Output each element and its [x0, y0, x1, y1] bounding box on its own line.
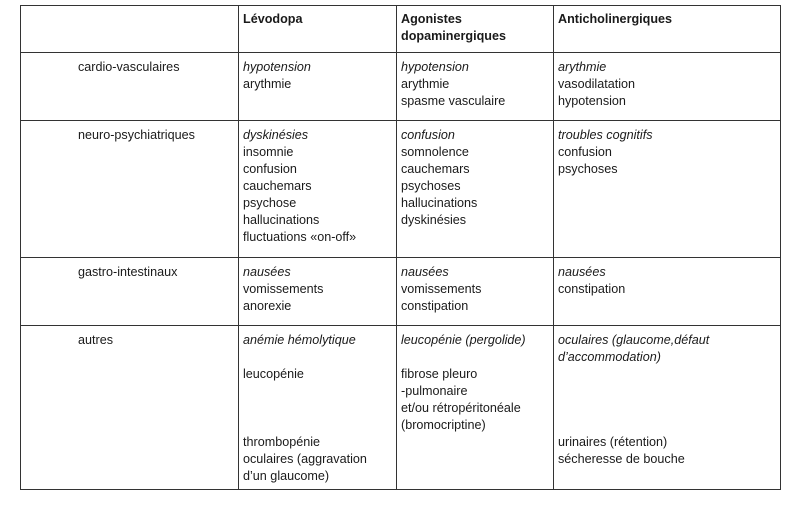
spacer	[558, 366, 775, 434]
list-item: nausées	[401, 265, 449, 279]
list-item: arythmie	[558, 60, 607, 74]
list-item: leucopénie (pergolide)	[401, 333, 526, 347]
cell-anticholinergiques	[554, 326, 781, 490]
list-item: dyskinésies	[243, 128, 309, 142]
list-item: -pulmonaire	[401, 384, 468, 398]
cell-anticholinergiques	[554, 53, 781, 121]
list-item: vomissements	[243, 282, 324, 296]
list-item: confusion	[401, 128, 455, 142]
row-category: neuro-psychiatriques	[21, 121, 239, 258]
spacer	[243, 349, 391, 366]
table-row	[21, 326, 781, 490]
header-category	[21, 6, 239, 53]
list-item: d’accommodation)	[558, 350, 661, 364]
list-item: fibrose pleuro	[401, 367, 478, 381]
spacer	[401, 349, 548, 366]
table-row	[21, 53, 781, 121]
list-item: et/ou rétropéritonéale	[401, 401, 521, 415]
spacer	[243, 383, 391, 434]
list-item: anorexie	[243, 299, 292, 313]
list-item: confusion	[243, 162, 297, 176]
header-agonistes-line1: Agonistes	[401, 12, 462, 26]
list-item: constipation	[558, 282, 626, 296]
list-item: d’un glaucome)	[243, 469, 330, 483]
list-item: troubles cognitifs	[558, 128, 653, 142]
list-item: (bromocriptine)	[401, 418, 486, 432]
list-item: nausées	[243, 265, 291, 279]
header-levodopa-label: Lévodopa	[243, 12, 303, 26]
header-levodopa	[239, 6, 397, 53]
header-agonistes-line2: dopaminergiques	[401, 29, 506, 43]
list-item: psychoses	[558, 162, 618, 176]
list-item: fluctuations «on-off»	[243, 230, 357, 244]
table-row	[21, 258, 781, 326]
row-category: autres	[21, 326, 239, 490]
adverse-effects-table	[20, 5, 781, 490]
list-item: anémie hémolytique	[243, 333, 356, 347]
list-item: vomissements	[401, 282, 482, 296]
list-item: hypotension	[401, 60, 469, 74]
list-item: arythmie	[401, 77, 450, 91]
header-row	[21, 6, 781, 53]
list-item: psychose	[243, 196, 297, 210]
list-item: hypotension	[558, 94, 626, 108]
cell-agonistes	[397, 121, 554, 258]
list-item: vasodilatation	[558, 77, 636, 91]
list-item: insomnie	[243, 145, 294, 159]
list-item: thrombopénie	[243, 435, 321, 449]
cell-levodopa	[239, 53, 397, 121]
list-item: urinaires (rétention)	[558, 435, 668, 449]
table-row	[21, 121, 781, 258]
cell-agonistes	[397, 326, 554, 490]
cell-anticholinergiques	[554, 258, 781, 326]
cell-levodopa	[239, 121, 397, 258]
list-item: hallucinations	[401, 196, 478, 210]
list-item: cauchemars	[243, 179, 312, 193]
list-item: cauchemars	[401, 162, 470, 176]
list-item: sécheresse de bouche	[558, 452, 685, 466]
header-anticholinergiques-label: Anticholinergiques	[558, 12, 673, 26]
header-agonistes	[397, 6, 554, 53]
list-item: somnolence	[401, 145, 469, 159]
cell-agonistes	[397, 53, 554, 121]
list-item: leucopénie	[243, 367, 304, 381]
list-item: confusion	[558, 145, 612, 159]
list-item: psychoses	[401, 179, 461, 193]
list-item: hallucinations	[243, 213, 320, 227]
list-item: constipation	[401, 299, 469, 313]
list-item: dyskinésies	[401, 213, 467, 227]
row-category: gastro-intestinaux	[21, 258, 239, 326]
row-category: cardio-vasculaires	[21, 53, 239, 121]
cell-agonistes	[397, 258, 554, 326]
list-item: oculaires (aggravation	[243, 452, 367, 466]
list-item: hypotension	[243, 60, 311, 74]
list-item: spasme vasculaire	[401, 94, 506, 108]
list-item: nausées	[558, 265, 606, 279]
cell-levodopa	[239, 258, 397, 326]
cell-anticholinergiques	[554, 121, 781, 258]
list-item: oculaires (glaucome,défaut	[558, 333, 710, 347]
cell-levodopa	[239, 326, 397, 490]
header-anticholinergiques	[554, 6, 781, 53]
list-item: arythmie	[243, 77, 292, 91]
